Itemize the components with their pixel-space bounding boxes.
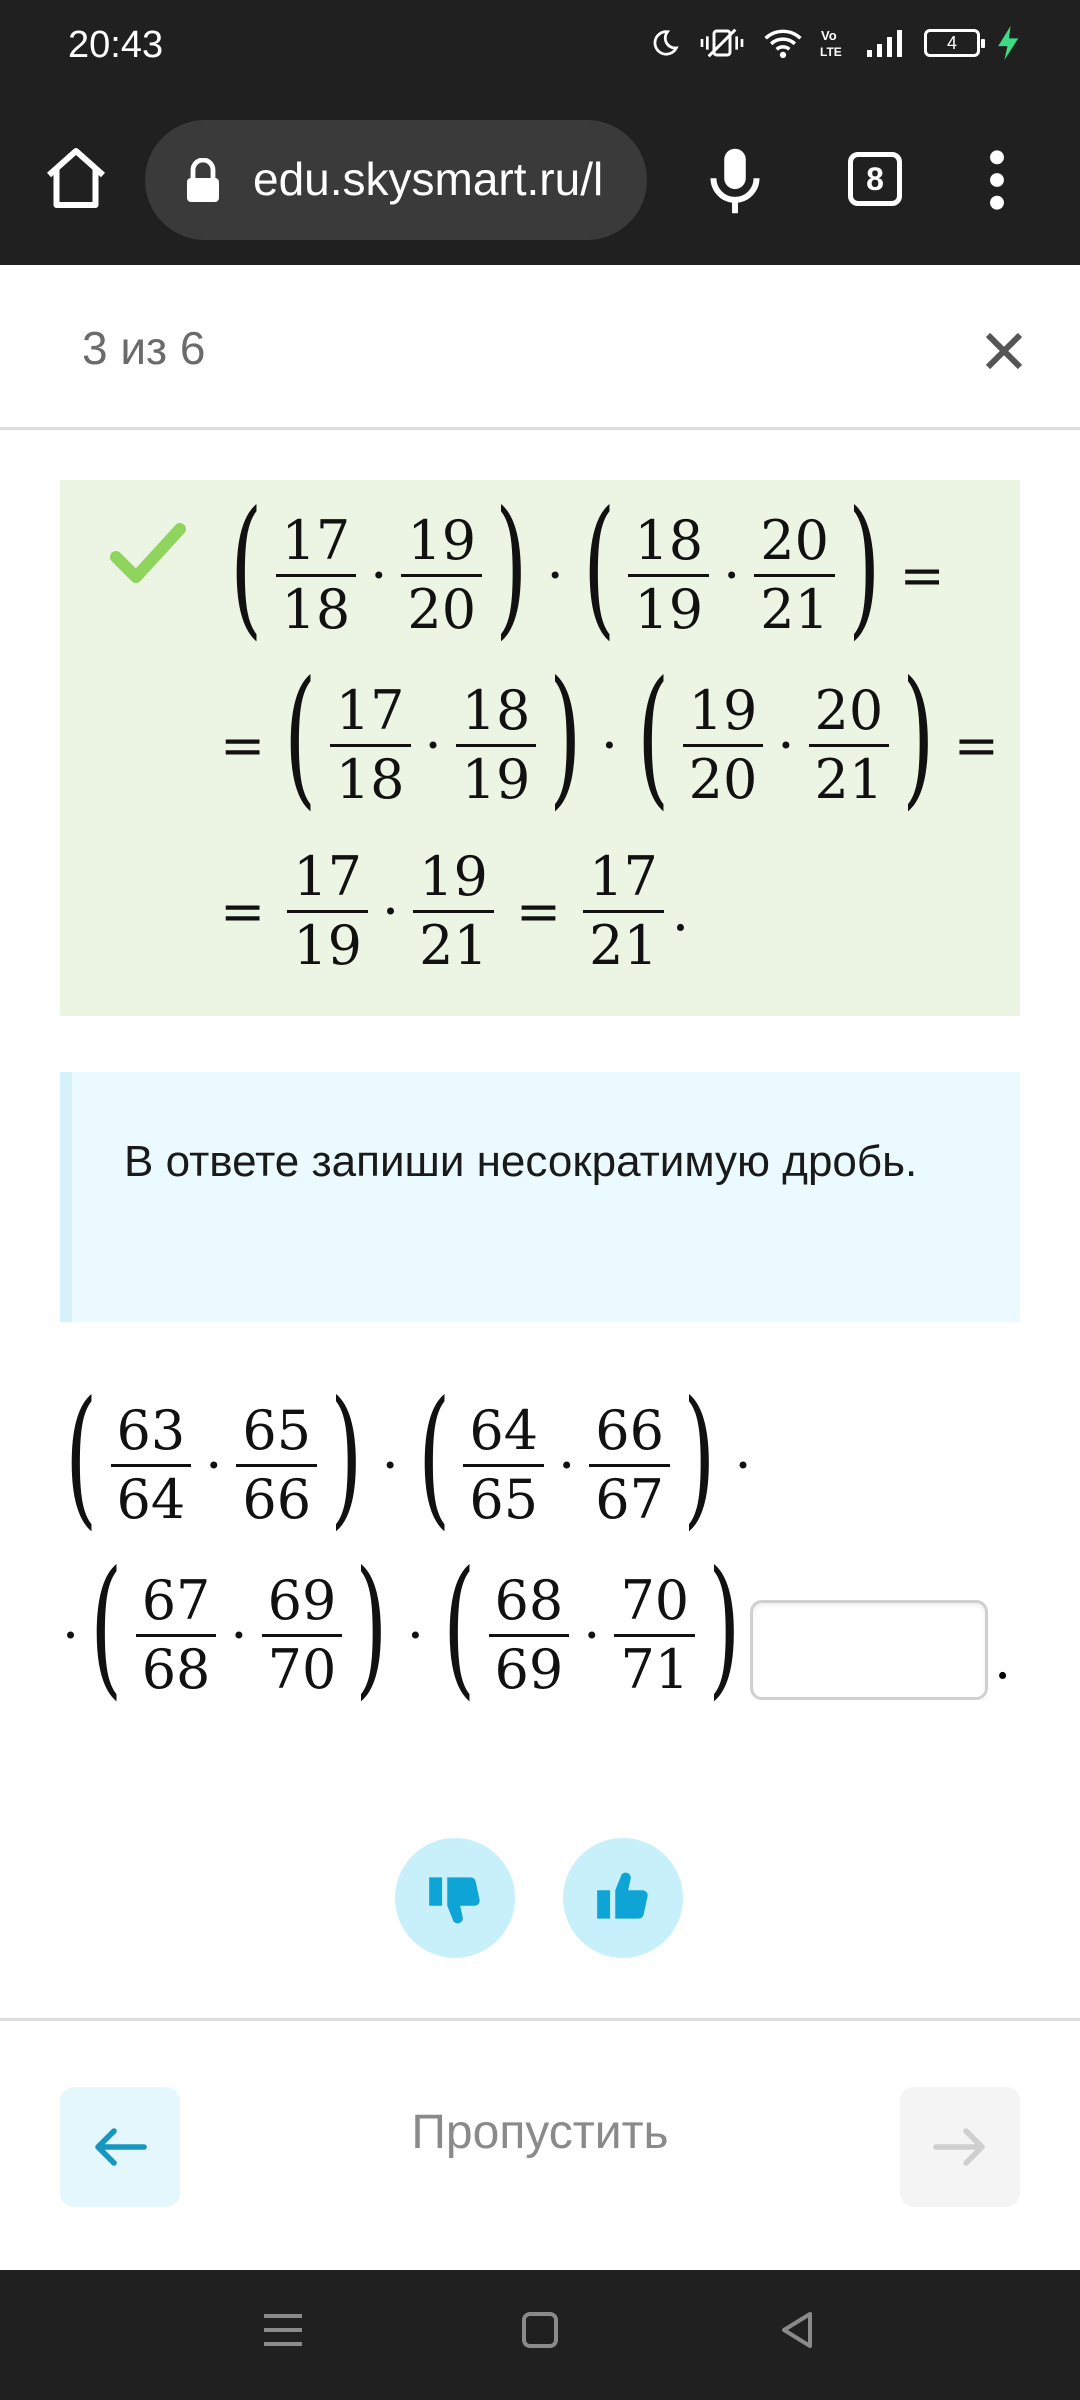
address-bar[interactable]	[145, 120, 647, 240]
fraction: $\frac{18}{19}$	[456, 684, 537, 807]
signal-icon	[866, 28, 906, 58]
fraction: $\frac{19}{21}$	[413, 850, 494, 973]
close-icon	[980, 327, 1028, 375]
final-period: .	[994, 1628, 1012, 1691]
thumbs-up-icon	[592, 1867, 654, 1929]
dislike-button[interactable]	[395, 1838, 515, 1958]
task-line-1: ( $\frac{63}{64}$ · $\frac{65}{66}$ ) · ( $\frac{64}{65}$ · $\frac{66}{67}$ ) ·	[65, 1370, 752, 1544]
lock-icon	[185, 158, 221, 202]
volte-icon	[820, 27, 848, 59]
fraction: $\frac{64}{65}$	[463, 1404, 544, 1527]
back-nav-icon[interactable]	[778, 2310, 818, 2350]
more-vert-icon	[982, 148, 1012, 212]
fraction: $\frac{17}{18}$	[276, 514, 357, 637]
browser-menu-button[interactable]	[982, 148, 1012, 217]
fraction: $\frac{19}{20}$	[683, 684, 764, 807]
close-button[interactable]	[980, 327, 1028, 375]
system-navigation-bar	[0, 2270, 1080, 2400]
like-button[interactable]	[563, 1838, 683, 1958]
thumbs-down-icon	[424, 1867, 486, 1929]
tab-switcher-button[interactable]	[848, 152, 902, 206]
home-icon	[40, 142, 112, 214]
microphone-icon	[702, 146, 768, 216]
url-text: edu.skysmart.ru/l	[253, 153, 604, 205]
voice-search-button[interactable]	[702, 146, 768, 221]
fraction: $\frac{66}{67}$	[589, 1404, 670, 1527]
fraction: $\frac{20}{21}$	[754, 514, 835, 637]
battery-icon	[924, 29, 980, 57]
fraction: $\frac{63}{64}$	[111, 1404, 192, 1527]
fraction: $\frac{17}{19}$	[287, 850, 368, 973]
wifi-icon	[764, 27, 802, 59]
fraction: $\frac{69}{70}$	[262, 1574, 343, 1697]
next-button[interactable]	[900, 2087, 1020, 2207]
solution-line-3: = $\frac{17}{19}$ · $\frac{19}{21}$ = $\frac{17}{21}$ .	[220, 845, 689, 977]
status-icons	[650, 26, 1020, 60]
status-time: 20:43	[68, 24, 164, 66]
solution-box	[60, 480, 1020, 1016]
question-progress: 3 из 6	[82, 322, 206, 374]
fraction: $\frac{18}{19}$	[628, 514, 709, 637]
recent-apps-icon[interactable]	[262, 2310, 304, 2350]
fraction: $\frac{17}{18}$	[330, 684, 411, 807]
home-button[interactable]	[40, 142, 112, 214]
svg-text:LTE: LTE	[820, 45, 842, 59]
browser-toolbar	[0, 120, 1080, 240]
solution-line-1: ( $\frac{17}{18}$ · $\frac{19}{20}$ ) · ( $\frac{18}{19}$ · $\frac{20}{21}$ ) =	[230, 480, 945, 654]
charging-icon	[998, 26, 1020, 60]
page-header	[0, 265, 1080, 430]
moon-icon	[650, 28, 680, 58]
check-icon	[110, 520, 186, 586]
answer-input[interactable]	[750, 1600, 988, 1700]
status-bar	[0, 0, 1080, 100]
fraction: $\frac{70}{71}$	[614, 1574, 695, 1697]
arrow-left-icon	[92, 2127, 148, 2167]
battery-level: 4	[946, 33, 957, 53]
skip-button[interactable]: Пропустить	[411, 2106, 669, 2159]
back-button[interactable]	[60, 2087, 180, 2207]
fraction: $\frac{65}{66}$	[236, 1404, 317, 1527]
vibrate-icon	[698, 27, 746, 59]
tabs-count: 8	[866, 161, 884, 197]
fraction: $\frac{68}{69}$	[489, 1574, 570, 1697]
home-nav-icon[interactable]	[520, 2310, 560, 2350]
fraction: $\frac{19}{20}$	[401, 514, 482, 637]
browser-chrome	[0, 0, 1080, 265]
hint-box	[60, 1072, 1020, 1322]
fraction: $\frac{17}{21}$	[583, 850, 664, 973]
svg-text:Vo: Vo	[821, 28, 837, 43]
hint-text: В ответе запиши несократимую дробь.	[124, 1137, 918, 1186]
solution-line-2: = ( $\frac{17}{18}$ · $\frac{18}{19}$ ) · ( $\frac{19}{20}$ · $\frac{20}{21}$ ) =	[220, 650, 1000, 824]
fraction: $\frac{20}{21}$	[809, 684, 890, 807]
bottom-navigation	[0, 2018, 1080, 2270]
task-line-2: · ( $\frac{67}{68}$ · $\frac{69}{70}$ ) · ( $\frac{68}{69}$ · $\frac{70}{71}$ )	[62, 1540, 741, 1714]
arrow-right-icon	[932, 2127, 988, 2167]
fraction: $\frac{67}{68}$	[136, 1574, 217, 1697]
